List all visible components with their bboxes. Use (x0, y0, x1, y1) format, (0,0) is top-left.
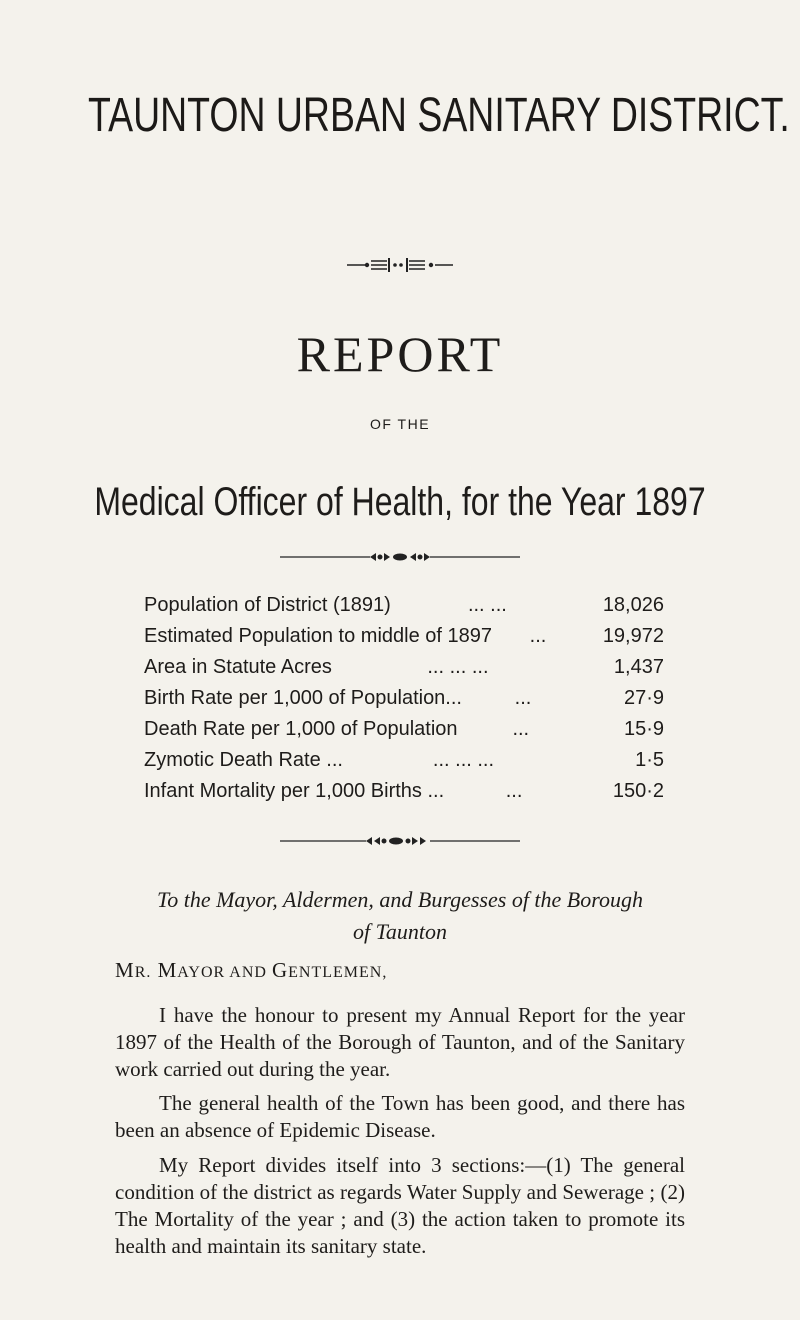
stat-row (144, 590, 664, 621)
stat-value: 15·9 (623, 718, 664, 740)
stat-row (144, 621, 664, 652)
stat-value: 27·9 (623, 687, 664, 709)
stat-value: 19,972 (602, 625, 664, 647)
stat-label: Infant Mortality per 1,000 Births ... (144, 780, 445, 802)
stat-value: 18,026 (602, 594, 664, 616)
body-paragraph: The general health of the Town has been good, and there has been an absence of Epidemic Disease. (115, 1091, 685, 1142)
stat-dots: ... (512, 718, 530, 740)
salutation-smallcaps: AYOR AND (177, 964, 272, 981)
of-the-text: OF THE (369, 416, 431, 432)
stat-dots: ... ... (467, 594, 507, 616)
stat-row (144, 683, 664, 714)
stat-dots: ... ... ... (427, 656, 489, 678)
salutation (115, 958, 387, 983)
report-heading: REPORT (296, 326, 504, 382)
address-line: To the Mayor, Aldermen, and Burgesses of the Borough (156, 887, 643, 912)
stat-label: Estimated Population to middle of 1897 (144, 625, 492, 647)
stat-dots: ... (529, 625, 547, 647)
stat-dots: ... (505, 780, 523, 802)
report-subtitle: Medical Officer of Health, for the Year 1897 (94, 480, 706, 524)
stat-label: Zymotic Death Rate ... (144, 749, 343, 771)
salutation-initial: M (115, 958, 135, 982)
stat-row (144, 652, 664, 683)
salutation-initial: M (157, 958, 178, 982)
stat-dots: ... (514, 687, 532, 709)
body-paragraph: I have the honour to present my Annual Report for the year 1897 of the Health of the Borough of Taunton, and of the Sanitary work carried out during the year. (115, 1003, 685, 1081)
district-title: TAUNTON URBAN SANITARY DISTRICT. (88, 89, 790, 142)
stat-row (144, 745, 664, 776)
title-ornament (0, 255, 800, 280)
stat-dots: ... ... ... (432, 749, 495, 771)
stat-label: Area in Statute Acres (144, 656, 332, 678)
stats-rule-ornament (0, 834, 800, 852)
address-block (0, 884, 800, 948)
salutation-smallcaps: ENTLEMEN, (288, 964, 388, 981)
salutation-initial: G (271, 958, 289, 982)
body-paragraph: My Report divides itself into 3 sections:—(1) The general condition of the district as regards Water Supply and Sewerage ; (2) The Mortality of the year ; and (3) the action taken to promote its health and maintain its sanitary state. (115, 1153, 685, 1258)
salutation-smallcaps: R. (134, 964, 152, 981)
address-line: of Taunton (353, 919, 447, 944)
stat-label: Death Rate per 1,000 of Population (144, 718, 458, 740)
stat-label: Birth Rate per 1,000 of Population... (144, 687, 462, 709)
stat-label: Population of District (1891) (144, 594, 391, 616)
stat-value: 150·2 (612, 780, 664, 802)
stat-value: 1·5 (635, 749, 664, 771)
stat-value: 1,437 (613, 656, 664, 678)
subtitle-rule-ornament (0, 550, 800, 568)
stat-row (144, 776, 664, 807)
statistics-table (144, 590, 664, 807)
stat-row (144, 714, 664, 745)
